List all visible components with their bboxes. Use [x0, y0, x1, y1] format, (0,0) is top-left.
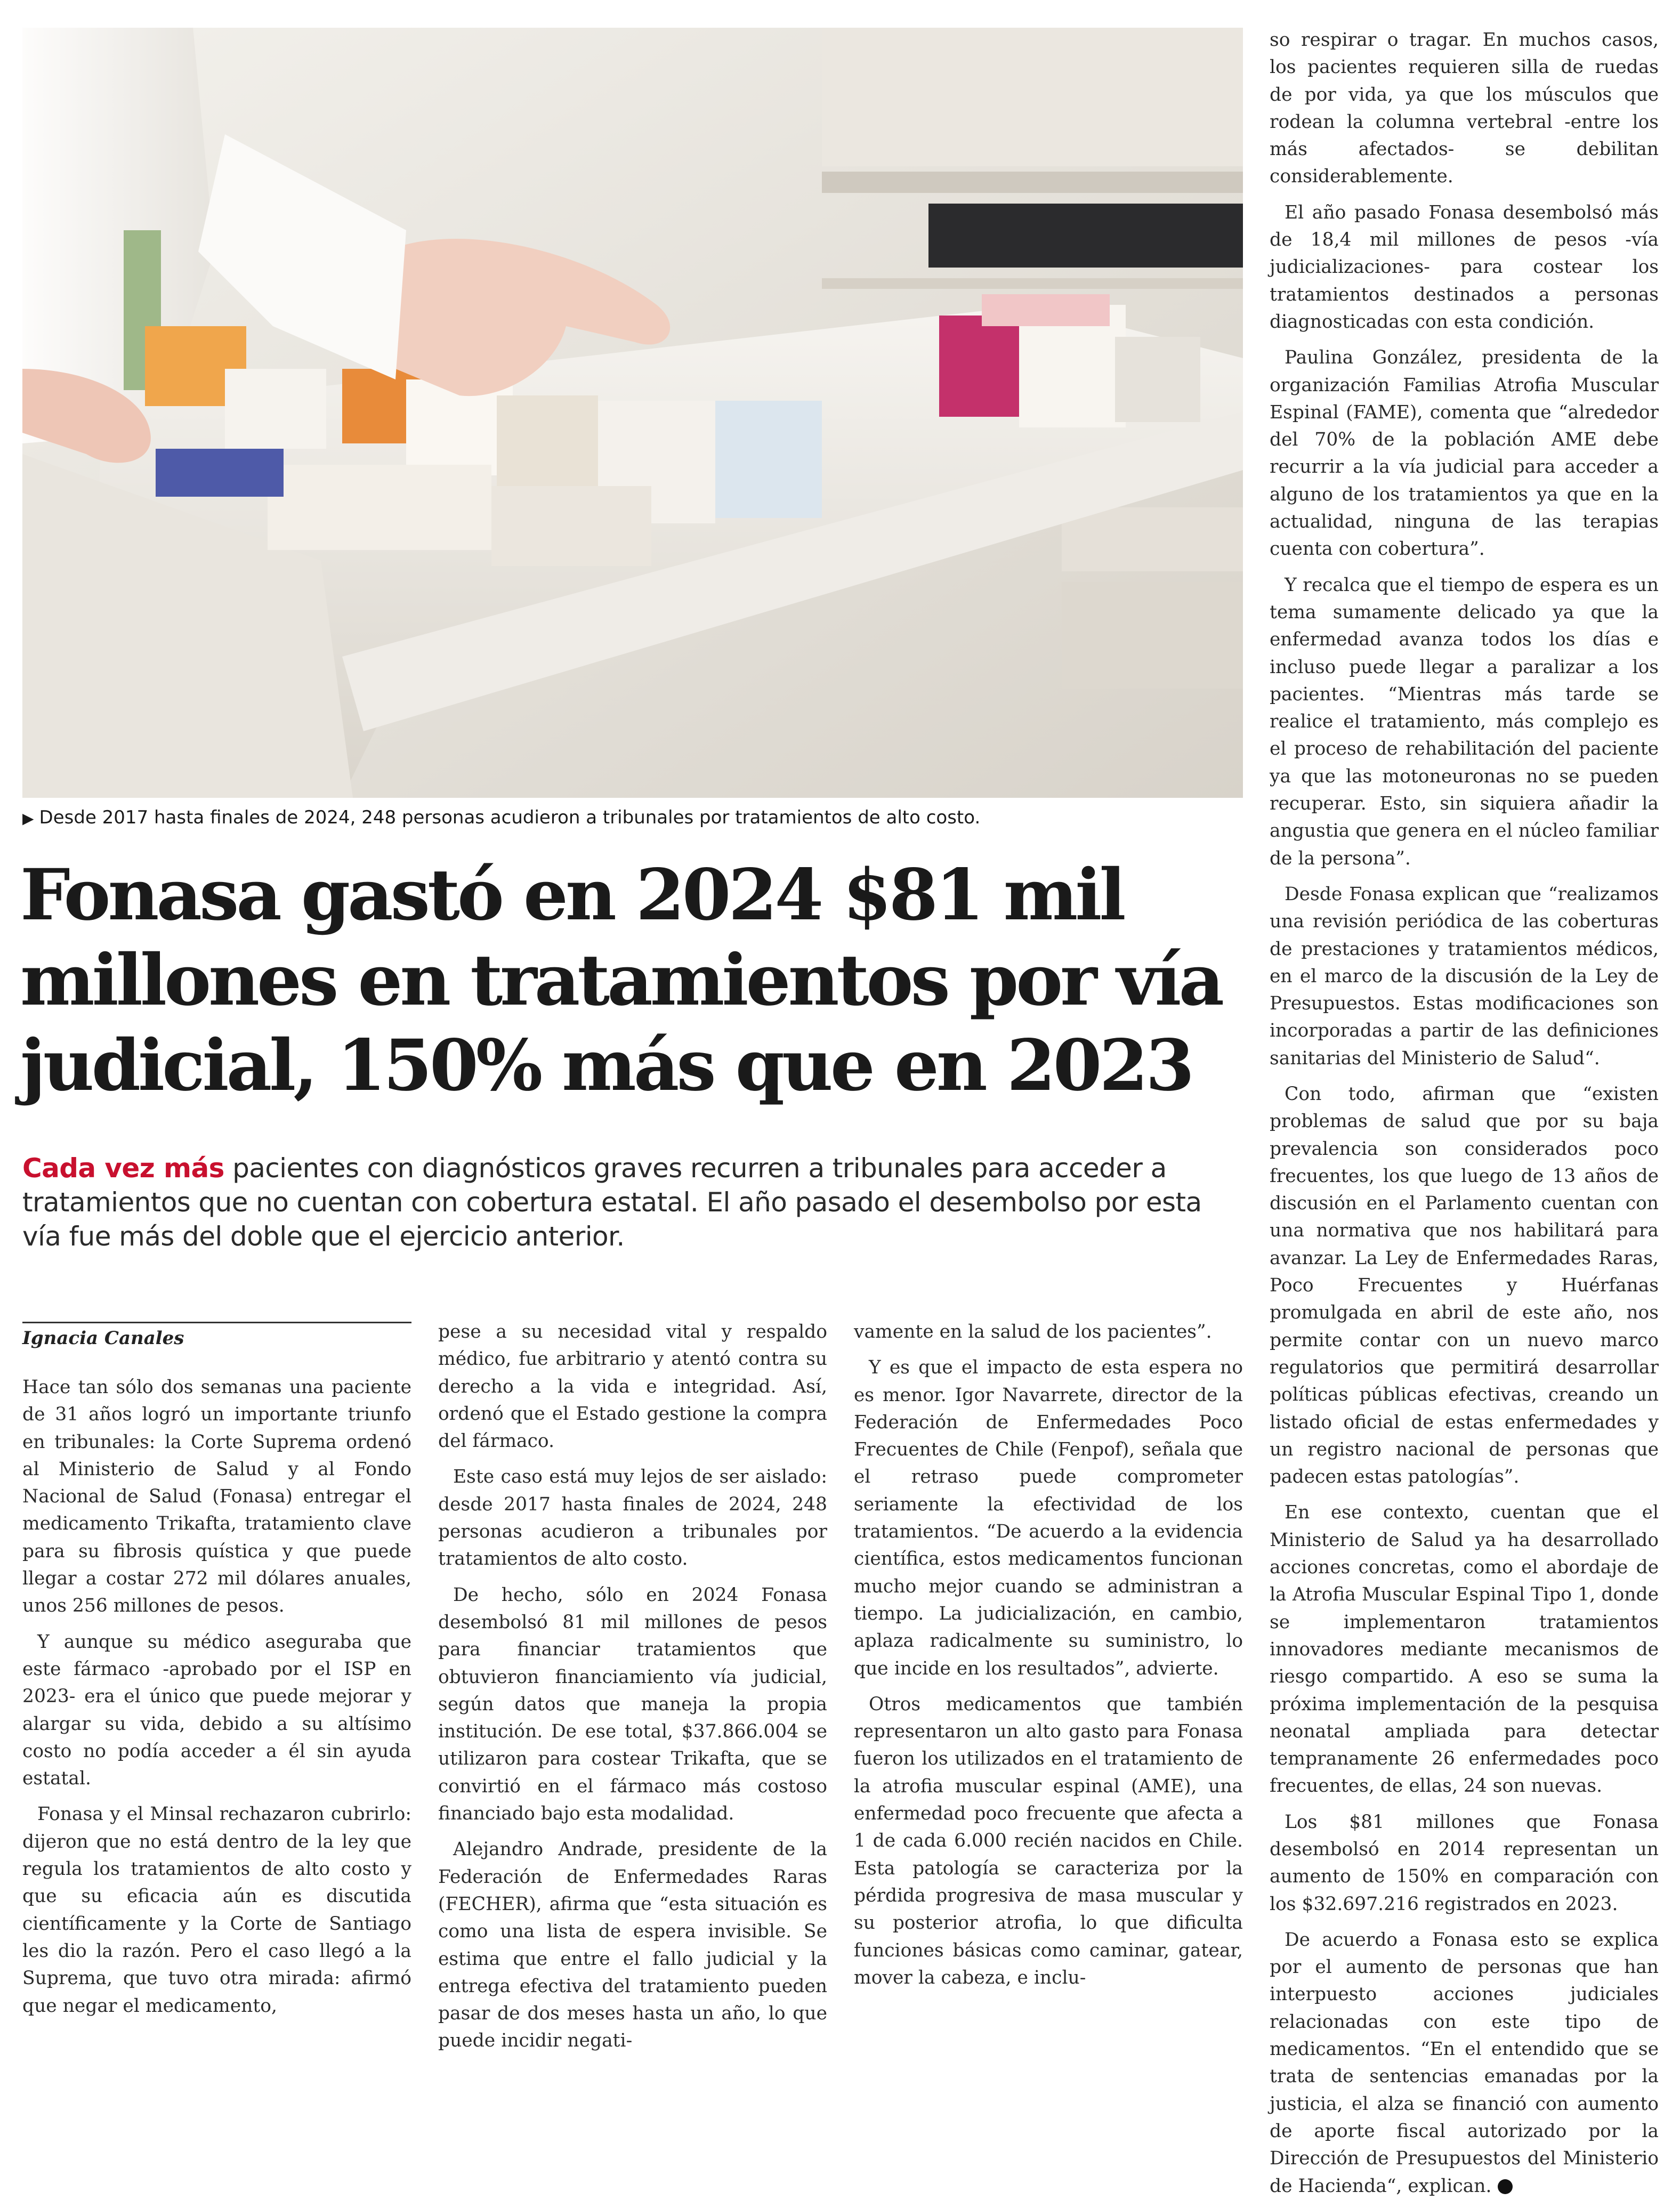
- paragraph: El año pasado Fonasa desembolsó más de 18,4 mil millones de pesos -vía judicializaciones- para costear los tratamientos destinados a personas diagnosticadas con esta condición.: [1270, 201, 1659, 333]
- caption-triangle-icon: ▶: [22, 810, 34, 827]
- paragraph: pese a su necesidad vital y respaldo médico, fue arbitrario y atentó contra su derecho a la vida e integridad. Así, ordenó que el Estado gestione la compra del fármaco.: [438, 1321, 827, 1452]
- lede-text: pacientes con diagnósticos graves recurren a tribunales para acceder a tratamientos que no cuentan con cobertura estatal. El año pasado el desembolso por esta vía fue más del doble que el ejercicio anterior.: [22, 1153, 1202, 1252]
- body-column-4: [1270, 27, 1659, 2200]
- paragraph: Paulina González, presidenta de la organización Familias Atrofia Muscular Espinal (FAME), comenta que “alrededor del 70% de la población AME debe recurrir a la vía judicial para acceder a alguno de los tratamientos ya que en la actualidad, ninguna de las terapias cuenta con cobertura”.: [1270, 347, 1659, 560]
- lede: [22, 1151, 1243, 1253]
- paragraph: Y es que el impacto de esta espera no es menor. Igor Navarrete, director de la Federación de Enfermedades Poco Frecuentes de Chile (Fenpof), señala que el retraso puede comprometer seriamente la efectividad de los tratamientos. “De acuerdo a la evidencia científica, estos medicamentos funcionan mucho mejor cuando se administran a tiempo. La judicialización, en cambio, aplaza radicalmente su suministro, lo que incide en los resultados”, advierte.: [854, 1357, 1243, 1679]
- paragraph-text: De acuerdo a Fonasa esto se explica por el aumento de personas que han interpuesto acciones judiciales relacionadas con este tipo de medicamentos. “En el entendido que se trata de sentencias emanadas por la justicia, el alza se financió con aumento de aporte fiscal autorizado por la Dirección de Presupuestos del Ministerio de Hacienda“, explican.: [1270, 1929, 1659, 2197]
- paragraph: vamente en la salud de los pacientes”.: [854, 1321, 1212, 1342]
- headline: Fonasa gastó en 2024 $81 mil millones en tratamientos por vía judicial, 150% más que en 2023: [20, 854, 1222, 1107]
- article-photo: [22, 28, 1243, 798]
- caption-text: Desde 2017 hasta finales de 2024, 248 personas acudieron a tribunales por tratamientos de alto costo.: [39, 807, 981, 828]
- paragraph: Y aunque su médico aseguraba que este fármaco -aprobado por el ISP en 2023- era el único que puede mejorar y alargar su vida, debido a su altísimo costo no podía acceder a él sin ayuda estatal.: [22, 1631, 411, 1790]
- paragraph: De hecho, sólo en 2024 Fonasa desembolsó 81 mil millones de pesos para financiar tratamientos que obtuvieron financiamiento vía judicial, según datos que maneja la propia institución. De ese total, $37.866.004 se utilizaron para costear Trikafta, que se convirtió en el fármaco más costoso financiado bajo esta modalidad.: [438, 1584, 827, 1825]
- pharmacy-drawer-photo: [22, 28, 1243, 798]
- body-column-3: [854, 1319, 1243, 1992]
- byline: Ignacia Canales: [22, 1322, 411, 1350]
- body-column-2: [438, 1319, 827, 2055]
- paragraph: Los $81 millones que Fonasa desembolsó en 2014 representan un aumento de 150% en comparación con los $32.697.216 registrados en 2023.: [1270, 1811, 1659, 1915]
- paragraph: Hace tan sólo dos semanas una paciente de 31 años logró un importante triunfo en tribunales: la Corte Suprema ordenó al Ministerio de Salud y al Fondo Nacional de Salud (Fonasa) entregar el medicamento Trikafta, tratamiento clave para su fibrosis quística y que puede llegar a costar 272 mil dólares anuales, unos 256 millones de pesos.: [22, 1377, 411, 1617]
- paragraph: Fonasa y el Minsal rechazaron cubrirlo: dijeron que no está dentro de la ley que regula los tratamientos de alto costo y que su eficacia aún es discutida científicamente y la Corte de Santiago les dio la razón. Pero el caso llegó a la Suprema, que tuvo otra mirada: afirmó que negar el medicamento,: [22, 1803, 411, 2017]
- paragraph: Desde Fonasa explican que “realizamos una revisión periódica de las coberturas de prestaciones y tratamientos médicos, en el marco de la discusión de la Ley de Presupuestos. Estas modificaciones son incorporadas a partir de las definiciones sanitarias del Ministerio de Salud“.: [1270, 883, 1659, 1069]
- paragraph: Y recalca que el tiempo de espera es un tema sumamente delicado ya que la enfermedad avanza todos los días e incluso puede llegar a paralizar a los pacientes. “Mientras más tarde se realice el tratamiento, más complejo es el proceso de rehabilitación del paciente ya que las motoneuronas no se pueden recuperar. Esto, sin siquiera añadir la angustia que genera en el núcleo familiar de la persona”.: [1270, 574, 1659, 869]
- last-paragraph: [1270, 1927, 1659, 2200]
- paragraph: Este caso está muy lejos de ser aislado: desde 2017 hasta finales de 2024, 248 personas acudieron a tribunales por tratamientos de alto costo.: [438, 1466, 827, 1570]
- end-mark-icon: [1498, 2179, 1513, 2194]
- paragraph: so respirar o tragar. En muchos casos, los pacientes requieren silla de ruedas de por vida, ya que los músculos que rodean la columna vertebral -entre los más afectados- se debilitan considerablemente.: [1270, 29, 1659, 188]
- paragraph: Alejandro Andrade, presidente de la Federación de Enfermedades Raras (FECHER), afirma que “esta situación es como una lista de espera invisible. Se estima que entre el fallo judicial y la entrega efectiva del tratamiento pueden pasar de dos meses hasta un año, lo que puede incidir negati-: [438, 1839, 827, 2052]
- photo-caption: [22, 806, 1243, 830]
- paragraph: En ese contexto, cuentan que el Ministerio de Salud ya ha desarrollado acciones concretas, como el abordaje de la Atrofia Muscular Espinal Tipo 1, donde se implementaron tratamientos innovadores mediante mecanismos de riesgo compartido. A eso se suma la próxima implementación de la pesquisa neonatal ampliada para detectar tempranamente 26 enfermedades poco frecuentes, de ellas, 24 son nuevas.: [1270, 1502, 1659, 1797]
- paragraph: Otros medicamentos que también representaron un alto gasto para Fonasa fueron los utilizados en el tratamiento de la atrofia muscular espinal (AME), una enfermedad poco frecuente que afecta a 1 de cada 6.000 recién nacidos en Chile. Esta patología se caracteriza por la pérdida progresiva de masa muscular y su posterior atrofia, lo que dificulta funciones básicas como caminar, gatear, mover la cabeza, e inclu-: [854, 1693, 1243, 1988]
- body-column-1: [22, 1374, 411, 2020]
- lede-highlight: Cada vez más: [22, 1153, 224, 1184]
- paragraph: Con todo, afirman que “existen problemas de salud que por su baja prevalencia son considerados poco frecuentes, los que luego de 13 años de discusión en el Parlamento cuentan con una normativa que nos habilitará para avanzar. La Ley de Enfermedades Raras, Poco Frecuentes y Huérfanas promulgada en abril de este año, nos permite contar con un nuevo marco regulatorios que permitirá desarrollar políticas públicas efectivas, creando un listado oficial de estas enfermedades y un registro nacional de personas que padecen estas patologías”.: [1270, 1083, 1659, 1488]
